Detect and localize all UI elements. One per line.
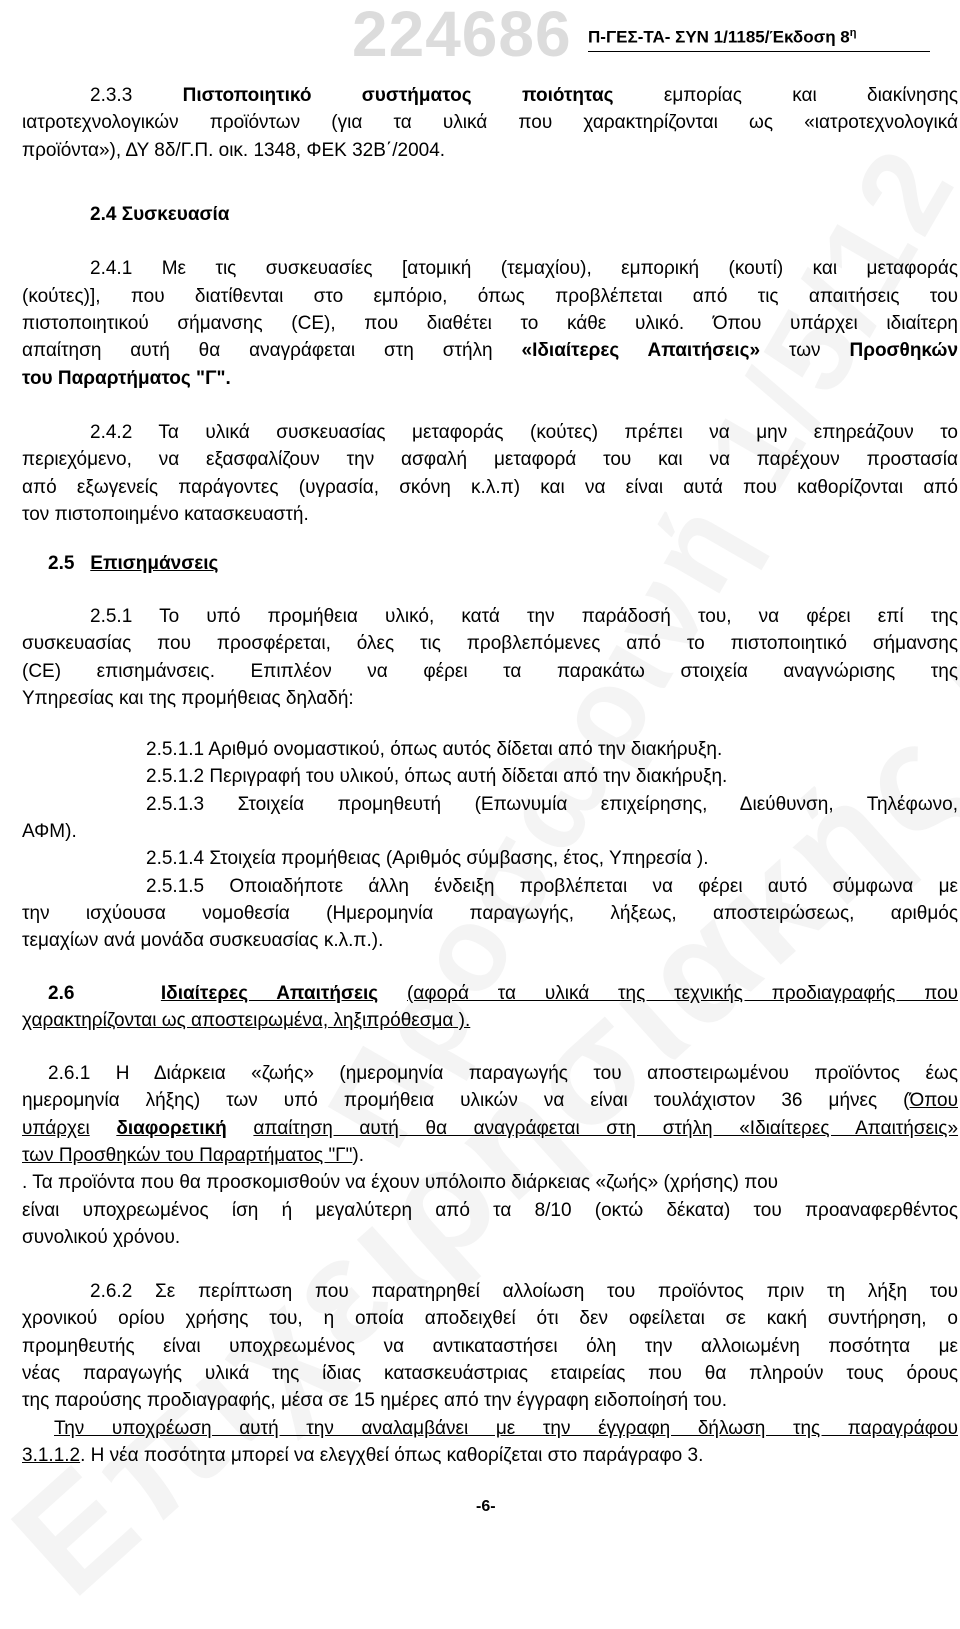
section-2-6-2-line-1: 2.6.2 Σε περίπτωση που παρατηρηθεί αλλοίωση του προϊόντος πριν τη λήξη του [90,1281,958,1302]
section-2-5-1-line-3: (CE) επισημάνσεις. Επιπλέον να φέρει τα παρακάτω στοιχεία αναγνώρισης της [22,661,958,682]
section-2-6-1-line-1: 2.6.1 Η Διάρκεια «ζωής» (ημερομηνία παραγωγής του αποστειρωμένου προϊόντος έως [48,1063,958,1084]
section-2-5-1-line-2: συσκευασίας που προσφέρεται, όλες τις προβλεπόμενες από το πιστοποιητικό σήμανσης [22,633,958,654]
list-item-2-5-1-5-line-2: την ισχύουσα νομοθεσία (Ημερομηνία παραγωγής, λήξεως, αποστειρώσεως, αριθμός [22,903,958,924]
section-2-4-2-line-4: τον πιστοποιημένο κατασκευαστή. [22,504,309,525]
section-2-6-2-line-5: της παρούσης προδιαγραφής, μέσα σε 15 ημέρες από την έγγραφη ειδοποίησή του. [22,1390,728,1411]
section-2-6-2-line-6: Την υποχρέωση αυτή την αναλαμβάνει με την έγγραφη δήλωση της παραγράφου [54,1418,958,1439]
section-2-4-1-line-4: απαίτηση αυτή θα αναγράφεται στη στήλη «Ιδιαίτερες Απαιτήσεις» των Προσθηκών [22,340,959,361]
section-2-6-1-line-6: είναι υποχρεωμένος ίση ή μεγαλύτερη από τα 8/10 (οκτώ δέκατα) του προαναφερθέντος [22,1200,958,1221]
section-2-4-1-line-2: (κούτες)], που διατίθενται στο εμπόριο, όπως προβλέπεται από τις απαιτήσεις του [22,286,958,307]
section-2-6-line-2: χαρακτηρίζονται ως αποστειρωμένα, ληξιπρόθεσμα ). [22,1010,471,1031]
section-2-6-2-line-3: προμηθευτής είναι υποχρεωμένος να αντικαταστήσει όλη την αλλοιωμένη ποσότητα με [22,1336,958,1357]
section-2-6-1-line-2: ημερομηνία λήξης) των υπό προμήθεια υλικών να είναι τουλάχιστον 36 μήνες (Όπου [22,1090,958,1111]
section-2-5-heading: 2.5 Επισημάνσεις [48,553,219,574]
section-2-3-3-line-1: 2.3.3 Πιστοποιητικό συστήματος ποιότητας εμπορίας και διακίνησης [90,85,959,106]
section-2-5-1-line-1: 2.5.1 Το υπό προμήθεια υλικό, κατά την παράδοσή του, να φέρει επί της [90,606,958,627]
page-number: -6- [476,1498,496,1515]
section-2-4-2-line-1: 2.4.2 Τα υλικά συσκευασίας μεταφοράς (κούτες) πρέπει να μην επηρεάζουν το [90,422,958,443]
section-2-6-2-line-2: χρονικού ορίου χρήσης του, η οποία αποδειχθεί ότι δεν οφείλεται σε κακή συντήρηση, ο [22,1308,958,1329]
list-item-2-5-1-3: 2.5.1.3 Στοιχεία προμηθευτή (Επωνυμία επιχείρησης, Διεύθυνση, Τηλέφωνο, [146,794,958,815]
list-item-2-5-1-4: 2.5.1.4 Στοιχεία προμήθειας (Αριθμός σύμβασης, έτος, Υπηρεσία ). [146,848,709,869]
list-item-2-5-1-5-line-3: τεμαχίων ανά μονάδα συσκευασίας κ.λ.π.). [22,930,384,951]
section-2-6-2-line-7: 3.1.1.2. Η νέα ποσότητα μπορεί να ελεγχθεί όπως καθορίζεται στο παράγραφο 3. [22,1445,704,1466]
section-2-6-2-line-4: νέας παραγωγής υλικά της ίδιας κατασκευάστριας εταιρείας που θα πληρούν τους όρους [22,1363,958,1384]
section-2-6-heading: 2.6 Ιδιαίτερες Απαιτήσεις (αφορά τα υλικά της τεχνικής προδιαγραφής που [48,983,958,1004]
section-2-4-1-line-3: πιστοποιητικού σήμανσης (CE), που διαθέτει το κάθε υλικό. Όπου υπάρχει ιδιαίτερη [22,313,958,334]
section-2-4-2-line-3: από εξωγενείς παράγοντες (υγρασία, σκόνη κ.λ.π) και να είναι αυτά που καθορίζονται από [22,477,958,498]
list-item-2-5-1-3-continued: ΑΦΜ). [22,821,77,842]
section-2-6-1-line-4: των Προσθηκών του Παραρτήματος "Γ"). [22,1145,365,1166]
section-2-3-3-line-3: προϊόντα»), ΔΥ 8δ/Γ.Π. οικ. 1348, ΦΕΚ 32Β΄/2004. [22,140,446,161]
section-2-3-3-line-2: ιατροτεχνολογικών προϊόντων (για τα υλικά που χαρακτηρίζονται ως «ιατροτεχνολογικά [22,112,958,133]
list-item-2-5-1-5: 2.5.1.5 Οποιαδήποτε άλλη ένδειξη προβλέπεται να φέρει αυτό σύμφωνα με [146,876,958,897]
section-2-4-heading: 2.4 Συσκευασία [90,204,230,225]
section-2-6-1-line-5: . Τα προϊόντα που θα προσκομισθούν να έχουν υπόλοιπο διάρκειας «ζωής» (χρήσης) που [22,1172,779,1193]
list-item-2-5-1-1: 2.5.1.1 Αριθμό ονομαστικού, όπως αυτός δίδεται από την διακήρυξη. [146,739,723,760]
section-2-6-1-line-3: υπάρχει διαφορετική απαίτηση αυτή θα αναγράφεται στη στήλη «Ιδιαίτερες Απαιτήσεις» [22,1118,959,1139]
document-reference-header: Π-ΓΕΣ-ΤΑ- ΣΥΝ 1/1185/Έκδοση $8^\eta$ [588,27,930,52]
section-2-4-1-line-1: 2.4.1 Με τις συσκευασίες [ατομική (τεμαχίου), εμπορική (κουτί) και μεταφοράς [90,258,958,279]
section-2-5-1-line-4: Υπηρεσίας και της προμήθειας δηλαδή: [22,688,354,709]
list-item-2-5-1-2: 2.5.1.2 Περιγραφή του υλικού, όπως αυτή δίδεται από την διακήρυξη. [146,766,728,787]
watermark-number: 224686 [352,0,572,70]
section-2-6-1-line-7: συνολικού χρόνου. [22,1227,181,1248]
section-2-4-2-line-2: περιεχόμενο, να εξασφαλίζουν την ασφαλή μεταφορά του και να παρέχουν προστασία [22,449,958,470]
section-2-4-1-line-5: του Παραρτήματος "Γ". [22,368,231,389]
